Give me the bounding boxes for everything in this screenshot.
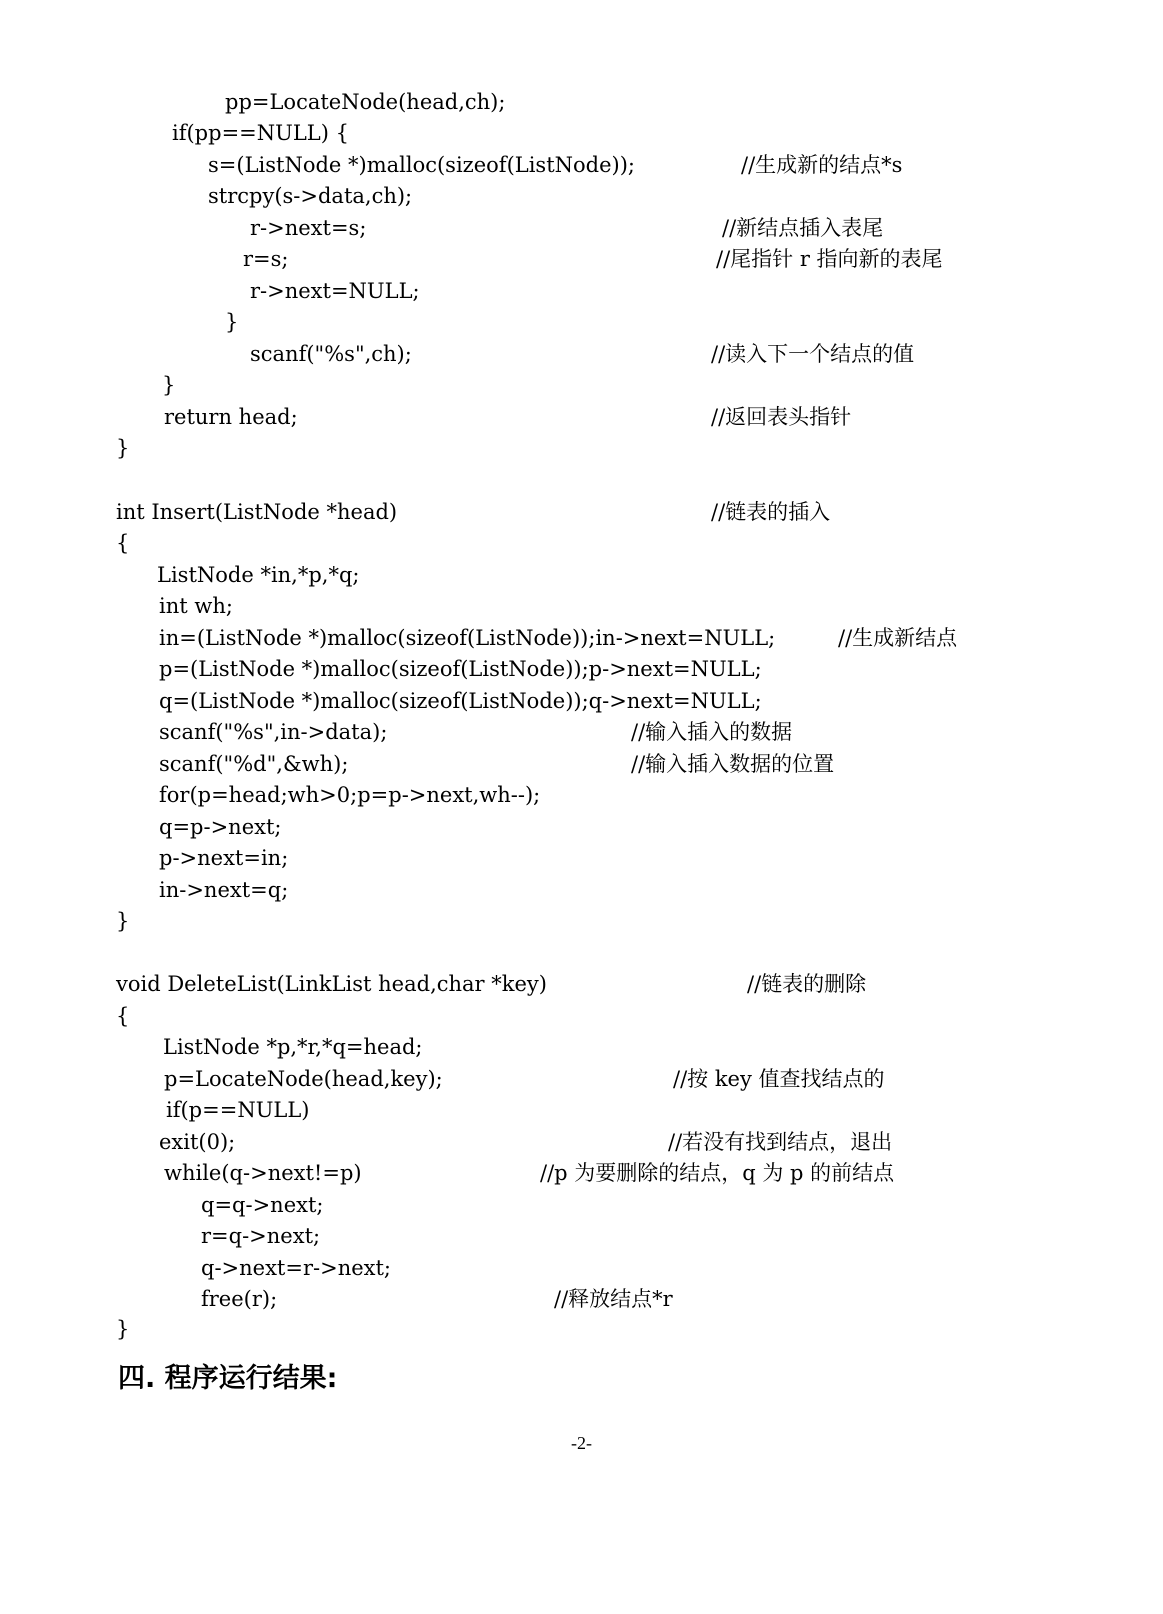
- code-comment: //输入插入的数据: [631, 720, 793, 744]
- code-line: q=q->next;: [201, 1193, 324, 1217]
- code-line: s=(ListNode *)malloc(sizeof(ListNode));: [208, 153, 635, 177]
- code-line: for(p=head;wh>0;p=p->next,wh--);: [159, 783, 541, 807]
- code-line: int Insert(ListNode *head): [116, 500, 398, 524]
- code-comment: //生成新的结点*s: [741, 153, 903, 177]
- section-heading: 四. 程序运行结果:: [118, 1363, 338, 1394]
- page-number: -2-: [571, 1433, 592, 1453]
- code-line: return head;: [164, 405, 298, 429]
- code-comment: //返回表头指针: [711, 405, 852, 429]
- code-line: strcpy(s->data,ch);: [208, 184, 413, 208]
- code-line: {: [116, 531, 130, 555]
- code-line: scanf("%s",ch);: [250, 342, 412, 366]
- code-comment: //按 key 值查找结点的: [673, 1067, 885, 1091]
- code-line: in->next=q;: [159, 878, 289, 902]
- code-line: q=(ListNode *)malloc(sizeof(ListNode));q->next=NULL;: [159, 689, 762, 713]
- code-comment: //新结点插入表尾: [722, 216, 884, 240]
- code-line: ListNode *p,*r,*q=head;: [163, 1035, 423, 1059]
- code-line: free(r);: [201, 1287, 278, 1311]
- code-line: if(pp==NULL) {: [172, 121, 349, 145]
- code-line: r=s;: [243, 247, 289, 271]
- code-comment: //输入插入数据的位置: [631, 752, 835, 776]
- code-line: scanf("%s",in->data);: [159, 720, 388, 744]
- code-line: p=(ListNode *)malloc(sizeof(ListNode));p->next=NULL;: [159, 657, 762, 681]
- code-comment: //若没有找到结点，退出: [668, 1130, 893, 1154]
- code-comment: //链表的删除: [747, 972, 867, 996]
- code-line: void DeleteList(LinkList head,char *key): [116, 972, 547, 996]
- code-line: r->next=s;: [250, 216, 367, 240]
- code-comment: //链表的插入: [711, 500, 831, 524]
- code-line: pp=LocateNode(head,ch);: [225, 90, 506, 114]
- code-line: p->next=in;: [159, 846, 289, 870]
- code-line: {: [116, 1004, 130, 1028]
- code-comment: //读入下一个结点的值: [711, 342, 915, 366]
- code-line: while(q->next!=p): [164, 1161, 362, 1185]
- code-line: }: [116, 1317, 130, 1341]
- code-line: r->next=NULL;: [250, 279, 420, 303]
- code-comment: //释放结点*r: [554, 1287, 673, 1311]
- code-line: if(p==NULL): [166, 1098, 310, 1122]
- code-line: int wh;: [159, 594, 233, 618]
- code-line: }: [116, 909, 130, 933]
- code-line: scanf("%d",&wh);: [159, 752, 349, 776]
- code-comment: //生成新结点: [838, 626, 958, 650]
- code-line: q=p->next;: [159, 815, 282, 839]
- code-line: q->next=r->next;: [201, 1256, 392, 1280]
- code-line: ListNode *in,*p,*q;: [157, 563, 360, 587]
- code-line: exit(0);: [159, 1130, 236, 1154]
- code-line: }: [225, 310, 239, 334]
- code-line: r=q->next;: [201, 1224, 321, 1248]
- code-line: }: [116, 436, 130, 460]
- code-line: }: [162, 373, 176, 397]
- code-line: p=LocateNode(head,key);: [164, 1067, 443, 1091]
- code-comment: //尾指针 r 指向新的表尾: [716, 247, 943, 271]
- code-line: in=(ListNode *)malloc(sizeof(ListNode));in->next=NULL;: [159, 626, 776, 650]
- code-comment: //p 为要删除的结点，q 为 p 的前结点: [540, 1161, 895, 1185]
